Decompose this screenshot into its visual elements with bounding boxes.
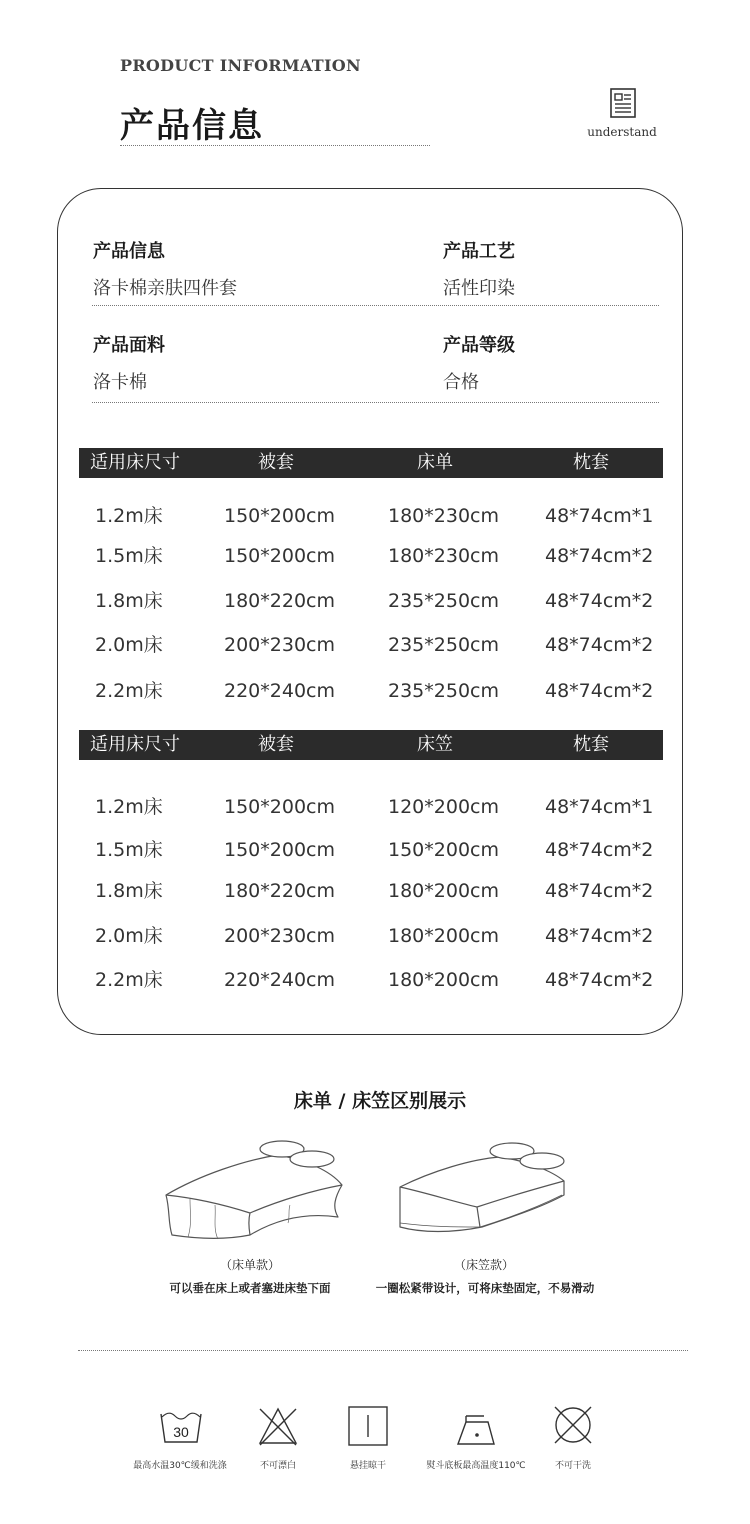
table-header-cell: 枕套 xyxy=(573,452,609,473)
care-label: 不可干洗 xyxy=(554,1461,591,1471)
table-cell: 150*200cm xyxy=(224,839,335,861)
table-cell: 180*230cm xyxy=(388,505,499,527)
comparison-title: 床单 / 床笠区别展示 xyxy=(293,1090,467,1112)
table-header-fitted xyxy=(79,730,663,760)
flat-sheet-description: 可以垂在床上或者塞进床垫下面 xyxy=(169,1281,331,1295)
table-cell: 1.5m床 xyxy=(95,839,163,861)
wash-30-icon xyxy=(159,1406,203,1450)
table-header-cell: 床单 xyxy=(417,452,453,473)
table-header-cell: 被套 xyxy=(258,452,294,473)
care-label: 悬挂晾干 xyxy=(349,1461,386,1471)
info-divider xyxy=(92,402,659,403)
table-cell: 150*200cm xyxy=(224,545,335,567)
table-cell: 48*74cm*2 xyxy=(545,880,654,902)
info-value-fabric: 洛卡棉 xyxy=(93,372,147,393)
care-label: 熨斗底板最高温度110℃ xyxy=(426,1461,526,1471)
table-row xyxy=(0,967,750,993)
table-cell: 48*74cm*2 xyxy=(545,925,654,947)
table-row xyxy=(0,923,750,949)
table-cell: 48*74cm*1 xyxy=(545,505,654,527)
table-cell: 48*74cm*2 xyxy=(545,545,654,567)
info-label-fabric: 产品面料 xyxy=(93,335,165,356)
fitted-sheet-caption: （床笠款） xyxy=(453,1258,514,1272)
info-value-grade: 合格 xyxy=(443,372,479,393)
table-cell: 48*74cm*2 xyxy=(545,969,654,991)
table-header-cell: 枕套 xyxy=(573,734,609,755)
table-cell: 180*200cm xyxy=(388,880,499,902)
table-cell: 200*230cm xyxy=(224,925,335,947)
table-cell: 48*74cm*2 xyxy=(545,634,654,656)
info-label-product: 产品信息 xyxy=(93,241,165,262)
table-cell: 1.2m床 xyxy=(95,796,163,818)
table-cell: 48*74cm*2 xyxy=(545,839,654,861)
page-title: 产品信息 xyxy=(120,106,264,146)
header-divider xyxy=(120,145,430,146)
care-label: 不可漂白 xyxy=(259,1461,296,1471)
table-cell: 200*230cm xyxy=(224,634,335,656)
table-cell: 120*200cm xyxy=(388,796,499,818)
understand-label: understand xyxy=(587,125,657,139)
table-cell: 235*250cm xyxy=(388,680,499,702)
info-label-craft: 产品工艺 xyxy=(443,241,515,262)
fitted-sheet-illustration xyxy=(392,1135,572,1249)
table-row xyxy=(0,837,750,863)
table-cell: 2.2m床 xyxy=(95,969,163,991)
table-row xyxy=(0,678,750,704)
table-cell: 2.0m床 xyxy=(95,634,163,656)
table-cell: 2.2m床 xyxy=(95,680,163,702)
info-label-grade: 产品等级 xyxy=(443,335,515,356)
iron-icon xyxy=(454,1414,498,1452)
wash-temp-value: 30 xyxy=(173,1424,189,1440)
header-en-title: PRODUCT INFORMATION xyxy=(120,56,361,75)
table-cell: 150*200cm xyxy=(388,839,499,861)
table-cell: 180*200cm xyxy=(388,969,499,991)
table-header-cell: 适用床尺寸 xyxy=(90,734,180,755)
table-cell: 48*74cm*1 xyxy=(545,796,654,818)
care-label: 最高水温30℃缓和洗涤 xyxy=(133,1461,227,1471)
table-cell: 1.8m床 xyxy=(95,590,163,612)
table-header-cell: 床笠 xyxy=(417,734,453,755)
table-cell: 48*74cm*2 xyxy=(545,590,654,612)
table-row xyxy=(0,588,750,614)
table-cell: 220*240cm xyxy=(224,680,335,702)
table-cell: 150*200cm xyxy=(224,505,335,527)
table-cell: 1.8m床 xyxy=(95,880,163,902)
table-cell: 48*74cm*2 xyxy=(545,680,654,702)
table-cell: 1.2m床 xyxy=(95,505,163,527)
table-row xyxy=(0,794,750,820)
info-divider xyxy=(92,305,659,306)
table-cell: 2.0m床 xyxy=(95,925,163,947)
info-value-product: 洛卡棉亲肤四件套 xyxy=(93,278,237,299)
flat-sheet-caption: （床单款） xyxy=(219,1258,280,1272)
table-row xyxy=(0,878,750,904)
table-cell: 235*250cm xyxy=(388,590,499,612)
info-value-craft: 活性印染 xyxy=(443,278,515,299)
table-header-cell: 适用床尺寸 xyxy=(90,452,180,473)
fitted-sheet-description: 一圈松紧带设计，可将床垫固定，不易滑动 xyxy=(375,1281,595,1295)
table-cell: 180*200cm xyxy=(388,925,499,947)
table-cell: 180*220cm xyxy=(224,880,335,902)
table-header-cell: 被套 xyxy=(258,734,294,755)
table-cell: 180*230cm xyxy=(388,545,499,567)
hang-dry-icon xyxy=(348,1406,388,1450)
table-cell: 235*250cm xyxy=(388,634,499,656)
table-cell: 180*220cm xyxy=(224,590,335,612)
flat-sheet-illustration xyxy=(160,1135,350,1249)
info-card-icon xyxy=(610,88,636,122)
table-row xyxy=(0,632,750,658)
table-cell: 150*200cm xyxy=(224,796,335,818)
no-bleach-icon xyxy=(257,1405,299,1451)
table-row xyxy=(0,503,750,529)
table-header-sheet xyxy=(79,448,663,478)
table-cell: 220*240cm xyxy=(224,969,335,991)
care-divider xyxy=(78,1350,688,1351)
table-cell: 1.5m床 xyxy=(95,545,163,567)
table-row xyxy=(0,543,750,569)
no-tumble-dry-icon xyxy=(552,1404,594,1450)
